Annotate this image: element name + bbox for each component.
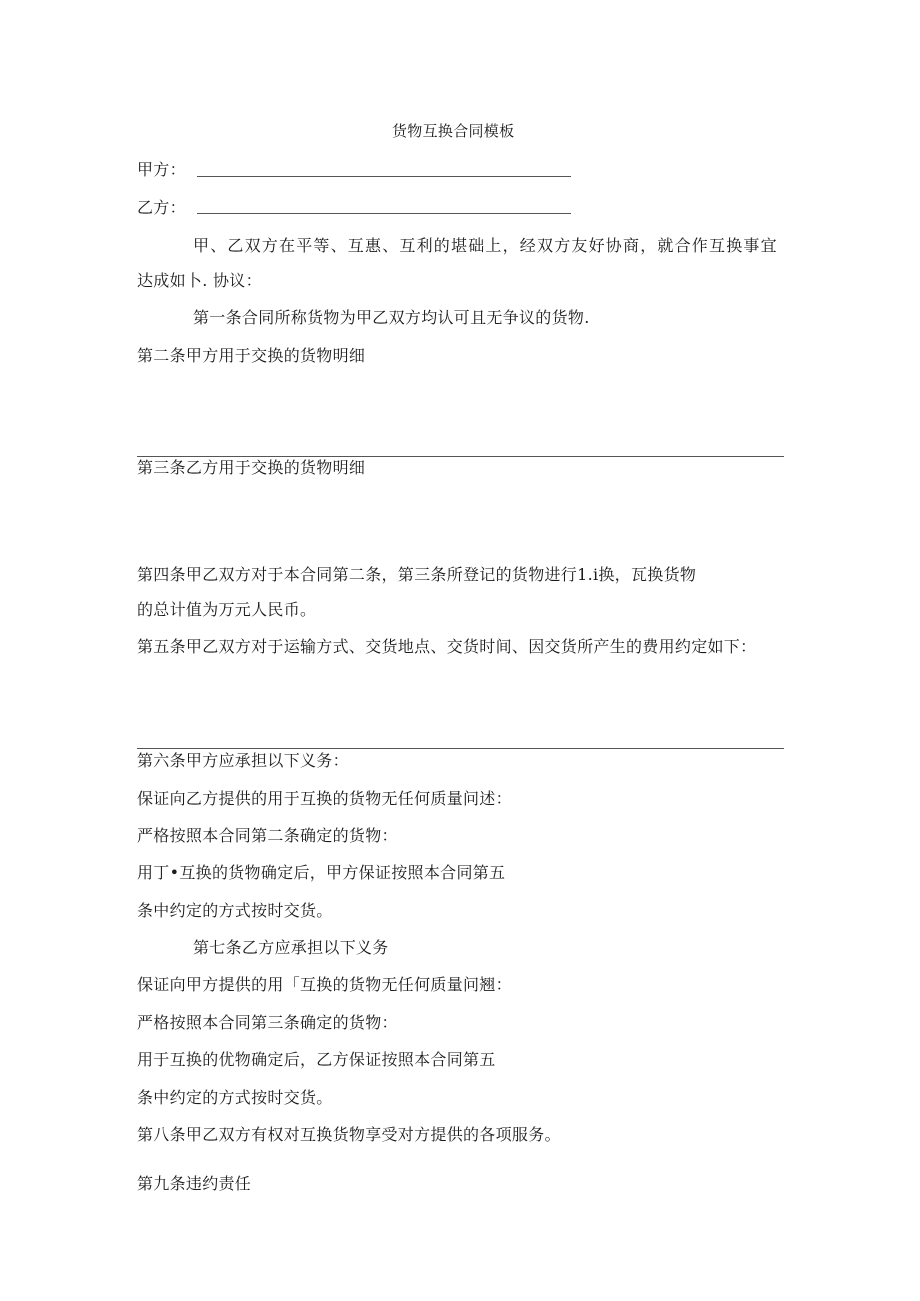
party-a-blank-line (197, 176, 571, 177)
article-6-item-2: 严格按照本合同第二条确定的货物： (137, 826, 398, 845)
article-6-heading: 第六条甲方应承担以下义务： (137, 751, 349, 770)
party-a-label: 甲方： (137, 160, 186, 179)
preamble-line-2: 达成如卜. 协议： (137, 271, 262, 290)
article-7-item-2: 严格按照本合同第三条确定的货物： (137, 1013, 398, 1032)
preamble-line-1: 甲、乙双方在平等、互惠、互利的堪础上，经双方友好协商，就合作互换事宜 (193, 236, 778, 255)
article-9-heading: 第九条违约责任 (137, 1174, 252, 1193)
article-1: 第一条合同所称货物为甲乙双方均认可且无争议的货物. (193, 308, 590, 327)
article-6-item-1: 保证向乙方提供的用于互换的货物无任何质量问述： (137, 789, 512, 808)
article-5: 第五条甲乙双方对于运输方式、交货地点、交货时间、因交货所产生的费用约定如下： (137, 637, 757, 656)
article-7-heading: 第七条乙方应承担以下义务 (193, 938, 389, 957)
article-3-heading: 第三条乙方用于交换的货物明细 (137, 458, 366, 477)
article-4-line-1: 第四条甲乙双方对于本合同第二条，第三条所登记的货物进行1.i换，瓦换货物 (137, 565, 697, 584)
article-7-item-3-line-1: 用于互换的优物确定后，乙方保证按照本合同第五 (137, 1050, 496, 1069)
document-title: 货物互换合同模板 (392, 122, 515, 140)
article-7-item-3-line-2: 条中约定的方式按时交货。 (137, 1088, 333, 1107)
article-6-item-3-line-2: 条中约定的方式按时交货。 (137, 901, 333, 920)
party-b-label: 乙方： (137, 198, 186, 217)
article-4-line-2: 的总计值为万元人民币。 (137, 600, 317, 619)
article-6-item-3-line-1: 用丁•互换的货物确定后，甲方保证按照本合同第五 (137, 863, 506, 882)
article-7-item-1: 保证向甲方提供的用「互换的货物无任何质量问翘： (137, 975, 512, 994)
article-5-fill-line (137, 748, 784, 749)
article-8: 第八条甲乙双方有权对互换货物享受对方提供的各项服务。 (137, 1125, 561, 1144)
article-2-heading: 第二条甲方用于交换的货物明细 (137, 346, 366, 365)
party-b-blank-line (197, 213, 571, 214)
article-2-fill-line (137, 456, 784, 457)
